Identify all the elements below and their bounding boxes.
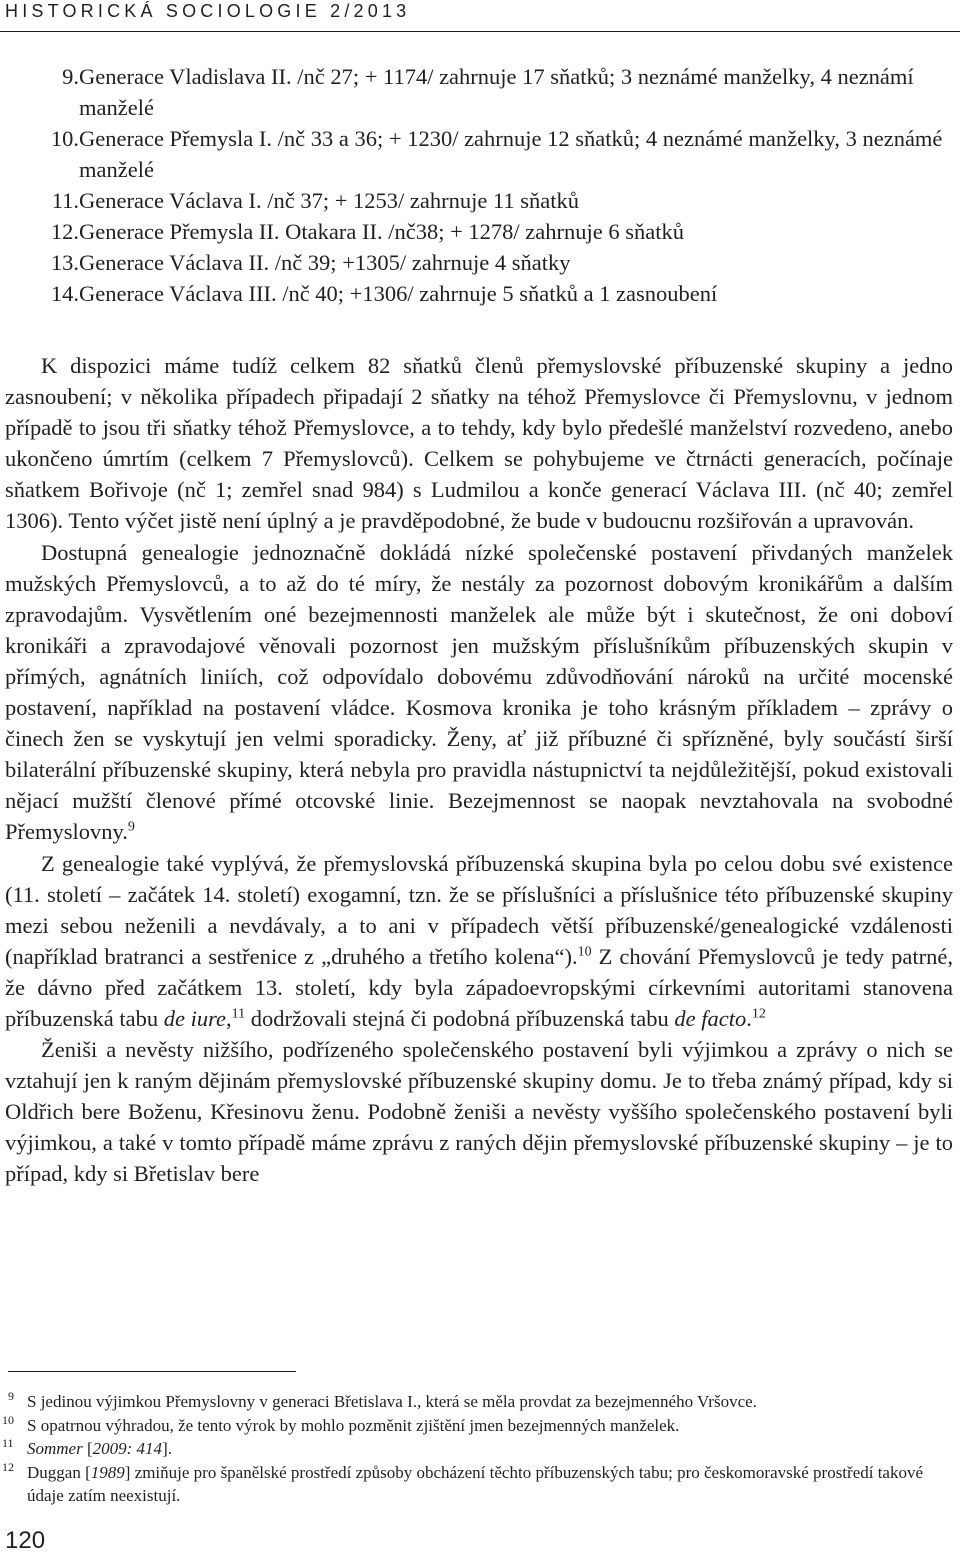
paragraph-4: Ženiši a nevěsty nižšího, podřízeného společenského postavení byli výjimkou a zprávy o nich se vztahují jen k raným dějinám přemyslovské příbuzenské skupiny domu. Je to třeba známý případ, kdy si Oldřich bere Boženu, Křesinovu ženu. Podobně ženiši a nevěsty vyššího společenského postavení byli výjimkou, a také v tomto případě máme zprávu z raných dějin přemyslovské příbuzenské skupiny – je to případ, kdy si Břetislav bere xyxy=(5,1037,953,1187)
footnote-11 xyxy=(0,1437,960,1461)
paragraph-3-text-b: Z chování Přemyslovců je tedy patrné, že dávno před začátkem 13. století, kdy byla západoevropskými církevními autoritami stanovena příbuzenská tabu xyxy=(5,943,953,1031)
header-rule xyxy=(0,31,960,32)
list-item-number: 13. xyxy=(50,250,79,275)
paragraph-2 xyxy=(5,537,953,848)
list-item xyxy=(0,216,960,247)
page-number: 120 xyxy=(5,1527,46,1554)
paragraph-3-text-c: , xyxy=(225,1005,232,1031)
list-item xyxy=(0,123,960,185)
footnote-author: Duggan [ xyxy=(27,1462,91,1482)
footnote-author: Sommer xyxy=(27,1439,83,1458)
paragraph-3-text-d: dodržovali stejná či podobná příbuzenská tabu xyxy=(245,1005,675,1031)
footnote-text: ] zmiňuje pro španělské prostředí způsoby obcházení těchto příbuzenských tabu; pro českomoravské prostředí takové údaje zatím neexistují. xyxy=(27,1462,924,1505)
list-item-number: 12. xyxy=(50,219,79,244)
paragraph-2-text: Dostupná genealogie jednoznačně dokládá nízké společenské postavení přivdaných manželek mužských Přemyslovců, a to až do té míry, že nestály za pozornost dobovým kronikářům a dalším zpravodajům. Vysvětlením oné bezejmennosti manželek ale může být i skutečnost, že oni doboví kronikáři a zpravodajové věnovali pozornost jen mužským příslušníkům příbuzenských skupin v přímých, agnátních liniích, což odpovídalo dobovému zdůvodňování nároků na určité mocenské postavení, například na postavení vládce. Kosmova kronika je toho krásným příkladem – zprávy o činech žen se vyskytují jen velmi sporadicky. Ženy, ať již příbuzné či spřízněné, byly součástí širší bilaterální příbuzenské skupiny, která nebyla pro pravidla nástupnictví ta nejdůležitější, pokud existovali nějací mužští členové přímé otcovské linie. Bezejmennost se naopak nevztahovala na svobodné Přemyslovny. xyxy=(5,539,953,845)
footnote-number: 10 xyxy=(2,1412,14,1427)
running-header: HISTORICKÁ SOCIOLOGIE 2/2013 xyxy=(5,1,411,21)
list-item xyxy=(0,185,960,216)
list-item-text: Generace Vladislava II. /nč 27; + 1174/ zahrnuje 17 sňatků; 3 neznámé manželky, 4 neznámí manželé xyxy=(79,64,914,120)
footnote-ref-year: 2009: 414 xyxy=(92,1439,163,1458)
list-item-text: Generace Václava I. /nč 37; + 1253/ zahrnuje 11 sňatků xyxy=(79,188,579,213)
italic-de-facto: de facto xyxy=(674,1005,747,1031)
footnote-end: . xyxy=(167,1439,172,1458)
footnote-ref-9[interactable]: 9 xyxy=(127,819,135,835)
footnote-number: 11 xyxy=(2,1436,14,1450)
generation-list xyxy=(0,61,960,309)
list-item xyxy=(0,247,960,278)
body-text xyxy=(5,350,953,1190)
footnotes xyxy=(0,1390,960,1508)
footnote-ref-11[interactable]: 11 xyxy=(231,1006,246,1022)
list-item xyxy=(0,278,960,309)
footnote-text: S jedinou výjimkou Přemyslovny v generaci Břetislava I., která se měla provdat za bezejmenného Vršovce. xyxy=(27,1392,757,1411)
paragraph-3-text-a: Z genealogie také vyplývá, že přemyslovská příbuzenská skupina byla po celou dobu své existence (11. století – začátek 14. století) exogamní, tzn. že se příslušníci a příslušnice této příbuzenské skupiny mezi sebou neženili a nevdávaly, a to ani v případech větší příbuzenské/genealogické vzdálenosti (například bratranci a sestřenice z „druhého a třetího kolena“). xyxy=(5,850,953,969)
footnote-rule xyxy=(8,1371,296,1372)
paragraph-1: K dispozici máme tudíž celkem 82 sňatků členů přemyslovské příbuzenské skupiny a jedno zasnoubení; v několika případech připadají 2 sňatky na téhož Přemyslovce či Přemyslovnu, v jednom případě to jsou tři sňatky téhož Přemyslovce, a to tehdy, kdy bylo předešlé manželství rozvedeno, anebo ukončeno úmrtím (celkem 7 Přemyslovců). Celkem se pohybujeme ve čtrnácti generacích, počínaje sňatkem Bořivoje (nč 1; zemřel snad 984) s Ludmilou a konče generací Václava III. (nč 40; zemřel 1306). Tento výčet jistě není úplný a je pravděpodobné, že bude v budoucnu rozšiřován a upravován. xyxy=(5,353,953,534)
list-item-number: 11. xyxy=(51,188,79,213)
list-item-text: Generace Václava II. /nč 39; +1305/ zahrnuje 4 sňatky xyxy=(79,250,571,275)
paragraph-3 xyxy=(5,848,953,1035)
list-item-text: Generace Přemysla I. /nč 33 a 36; + 1230/ zahrnuje 12 sňatků; 4 neznámé manželky, 3 neznámé manželé xyxy=(79,126,943,182)
paragraph-3-text-e: . xyxy=(746,1005,752,1031)
list-item xyxy=(0,61,960,123)
footnote-ref-10[interactable]: 10 xyxy=(577,944,592,960)
footnote-text: S opatrnou výhradou, že tento výrok by mohlo pozměnit zjištění jmen bezejmenných manželek. xyxy=(27,1415,680,1435)
italic-de-iure: de iure xyxy=(163,1005,226,1031)
footnote-year: 1989 xyxy=(90,1462,125,1482)
list-item-text: Generace Václava III. /nč 40; +1306/ zahrnuje 5 sňatků a 1 zasnoubení xyxy=(79,281,718,306)
footnote-9 xyxy=(0,1390,960,1414)
list-item-number: 14. xyxy=(50,281,79,306)
footnote-ref-12[interactable]: 12 xyxy=(751,1006,766,1022)
footnote-12 xyxy=(0,1461,960,1508)
footnote-ref: [2009: 414] xyxy=(86,1439,168,1458)
footnote-number: 9 xyxy=(8,1389,14,1403)
list-item-text: Generace Přemysla II. Otakara II. /nč38; + 1278/ zahrnuje 6 sňatků xyxy=(79,219,684,244)
footnote-10 xyxy=(0,1414,960,1438)
footnote-number: 12 xyxy=(2,1459,14,1474)
list-item-number: 9. xyxy=(62,64,79,89)
list-item-number: 10. xyxy=(50,126,79,151)
